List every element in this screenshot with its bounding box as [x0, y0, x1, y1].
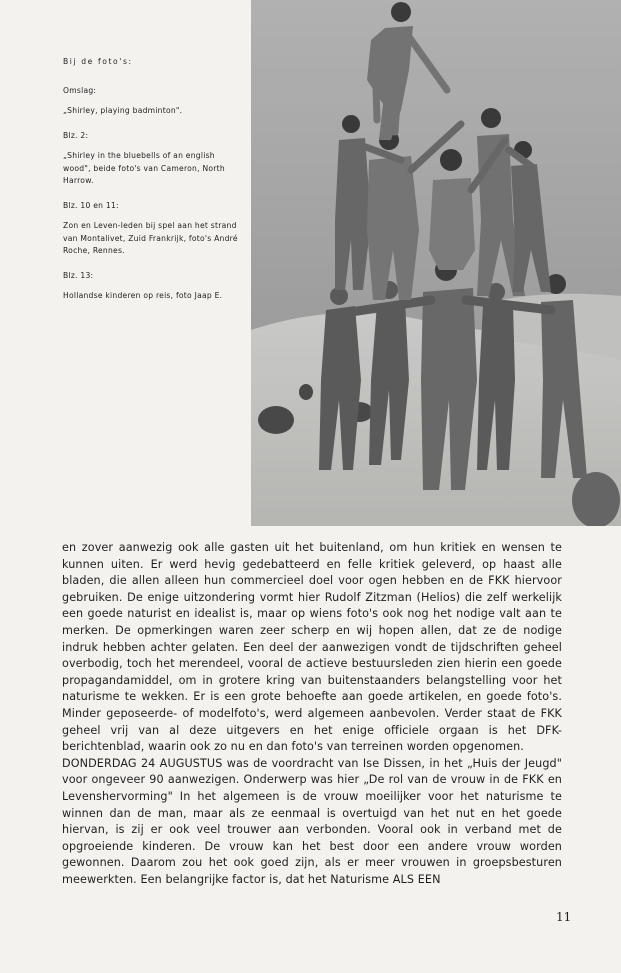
caption-label-page-2: Blz. 2: — [63, 130, 89, 140]
article-paragraph-2: DONDERDAG 24 AUGUSTUS was de voordracht van Ise Dissen, in het „Huis der Jeugd" voor ongeveer 90 aanwezigen. Onderwerp was hier „De rol van de vrouw in de FKK en Levenshervorming" In het algemeen is de vrouw moeilijker voor het naturisme te winnen dan de man, maar als ze eenmaal is overtuigd van het nut en het goede hiervan, is zij er ook veel trouwer aan verbonden. Vooral ook in verband met de opgroeiende kinderen. De vrouw kan het best door een andere vrouw worden gewonnen. Daarom zou het ook goed zijn, als er meer vrouwen in groepsbesturen meewerkten. Een belangrijke factor is, dat het Naturisme ALS EEN — [62, 756, 562, 886]
caption-label-cover: Omslag: — [63, 85, 97, 95]
article-body — [62, 540, 562, 888]
photo-captions — [63, 56, 238, 315]
caption-text-page-13: Hollandse kinderen op reis, foto Jaap E. — [63, 291, 223, 300]
beach-pyramid-photo — [251, 0, 621, 526]
caption-label-pages-10-11: Blz. 10 en 11: — [63, 200, 119, 210]
caption-text-pages-10-11: Zon en Leven-leden bij spel aan het strand van Montalivet, Zuid Frankrijk, foto's André Roche, Rennes. — [63, 221, 238, 255]
caption-text-cover: „Shirley, playing badminton". — [63, 106, 183, 115]
article-paragraph-1: en zover aanwezig ook alle gasten uit het buitenland, om hun kritiek en wensen te kunnen uiten. Er werd hevig gedebatteerd en felle kritiek geleverd, op haast alle bladen, die allen alleen hun commercieel doel voor ogen hebben en de FKK hiervoor gebruiken. De enige uitzondering vormt hier Rudolf Zitzman (Helios) die zelf werkelijk een goede naturist en idealist is, maar op wiens foto's ook nog het nodige valt aan te merken. De opmerkingen waren zeer scherp en wij hopen allen, dat ze de nodige indruk hebben achter gelaten. Een deel der aanwezigen vondt de tijdschriften geheel overbodig, toch het merendeel, vooral de actieve bestuursleden zien hierin een goede propagandamiddel, om in grotere kring van buitenstaanders belangstelling voor het naturisme te wekken. Er is een grote behoefte aan goede artikelen, en goede foto's. Minder geposeerde- of modelfoto's, werd algemeen aanbevolen. Verder staat de FKK geheel vrij van al deze uitgevers en het enige officiele orgaan is het DFK-berichtenblad, waarin ook zo nu en dan foto's van terreinen worden opgenomen. — [62, 541, 562, 754]
captions-heading: Bij de foto's: — [63, 57, 133, 66]
page-number: 11 — [556, 910, 572, 924]
caption-label-page-13: Blz. 13: — [63, 270, 94, 280]
caption-text-page-2: „Shirley in the bluebells of an english wood", beide foto's van Cameron, North Harrow. — [63, 151, 225, 185]
